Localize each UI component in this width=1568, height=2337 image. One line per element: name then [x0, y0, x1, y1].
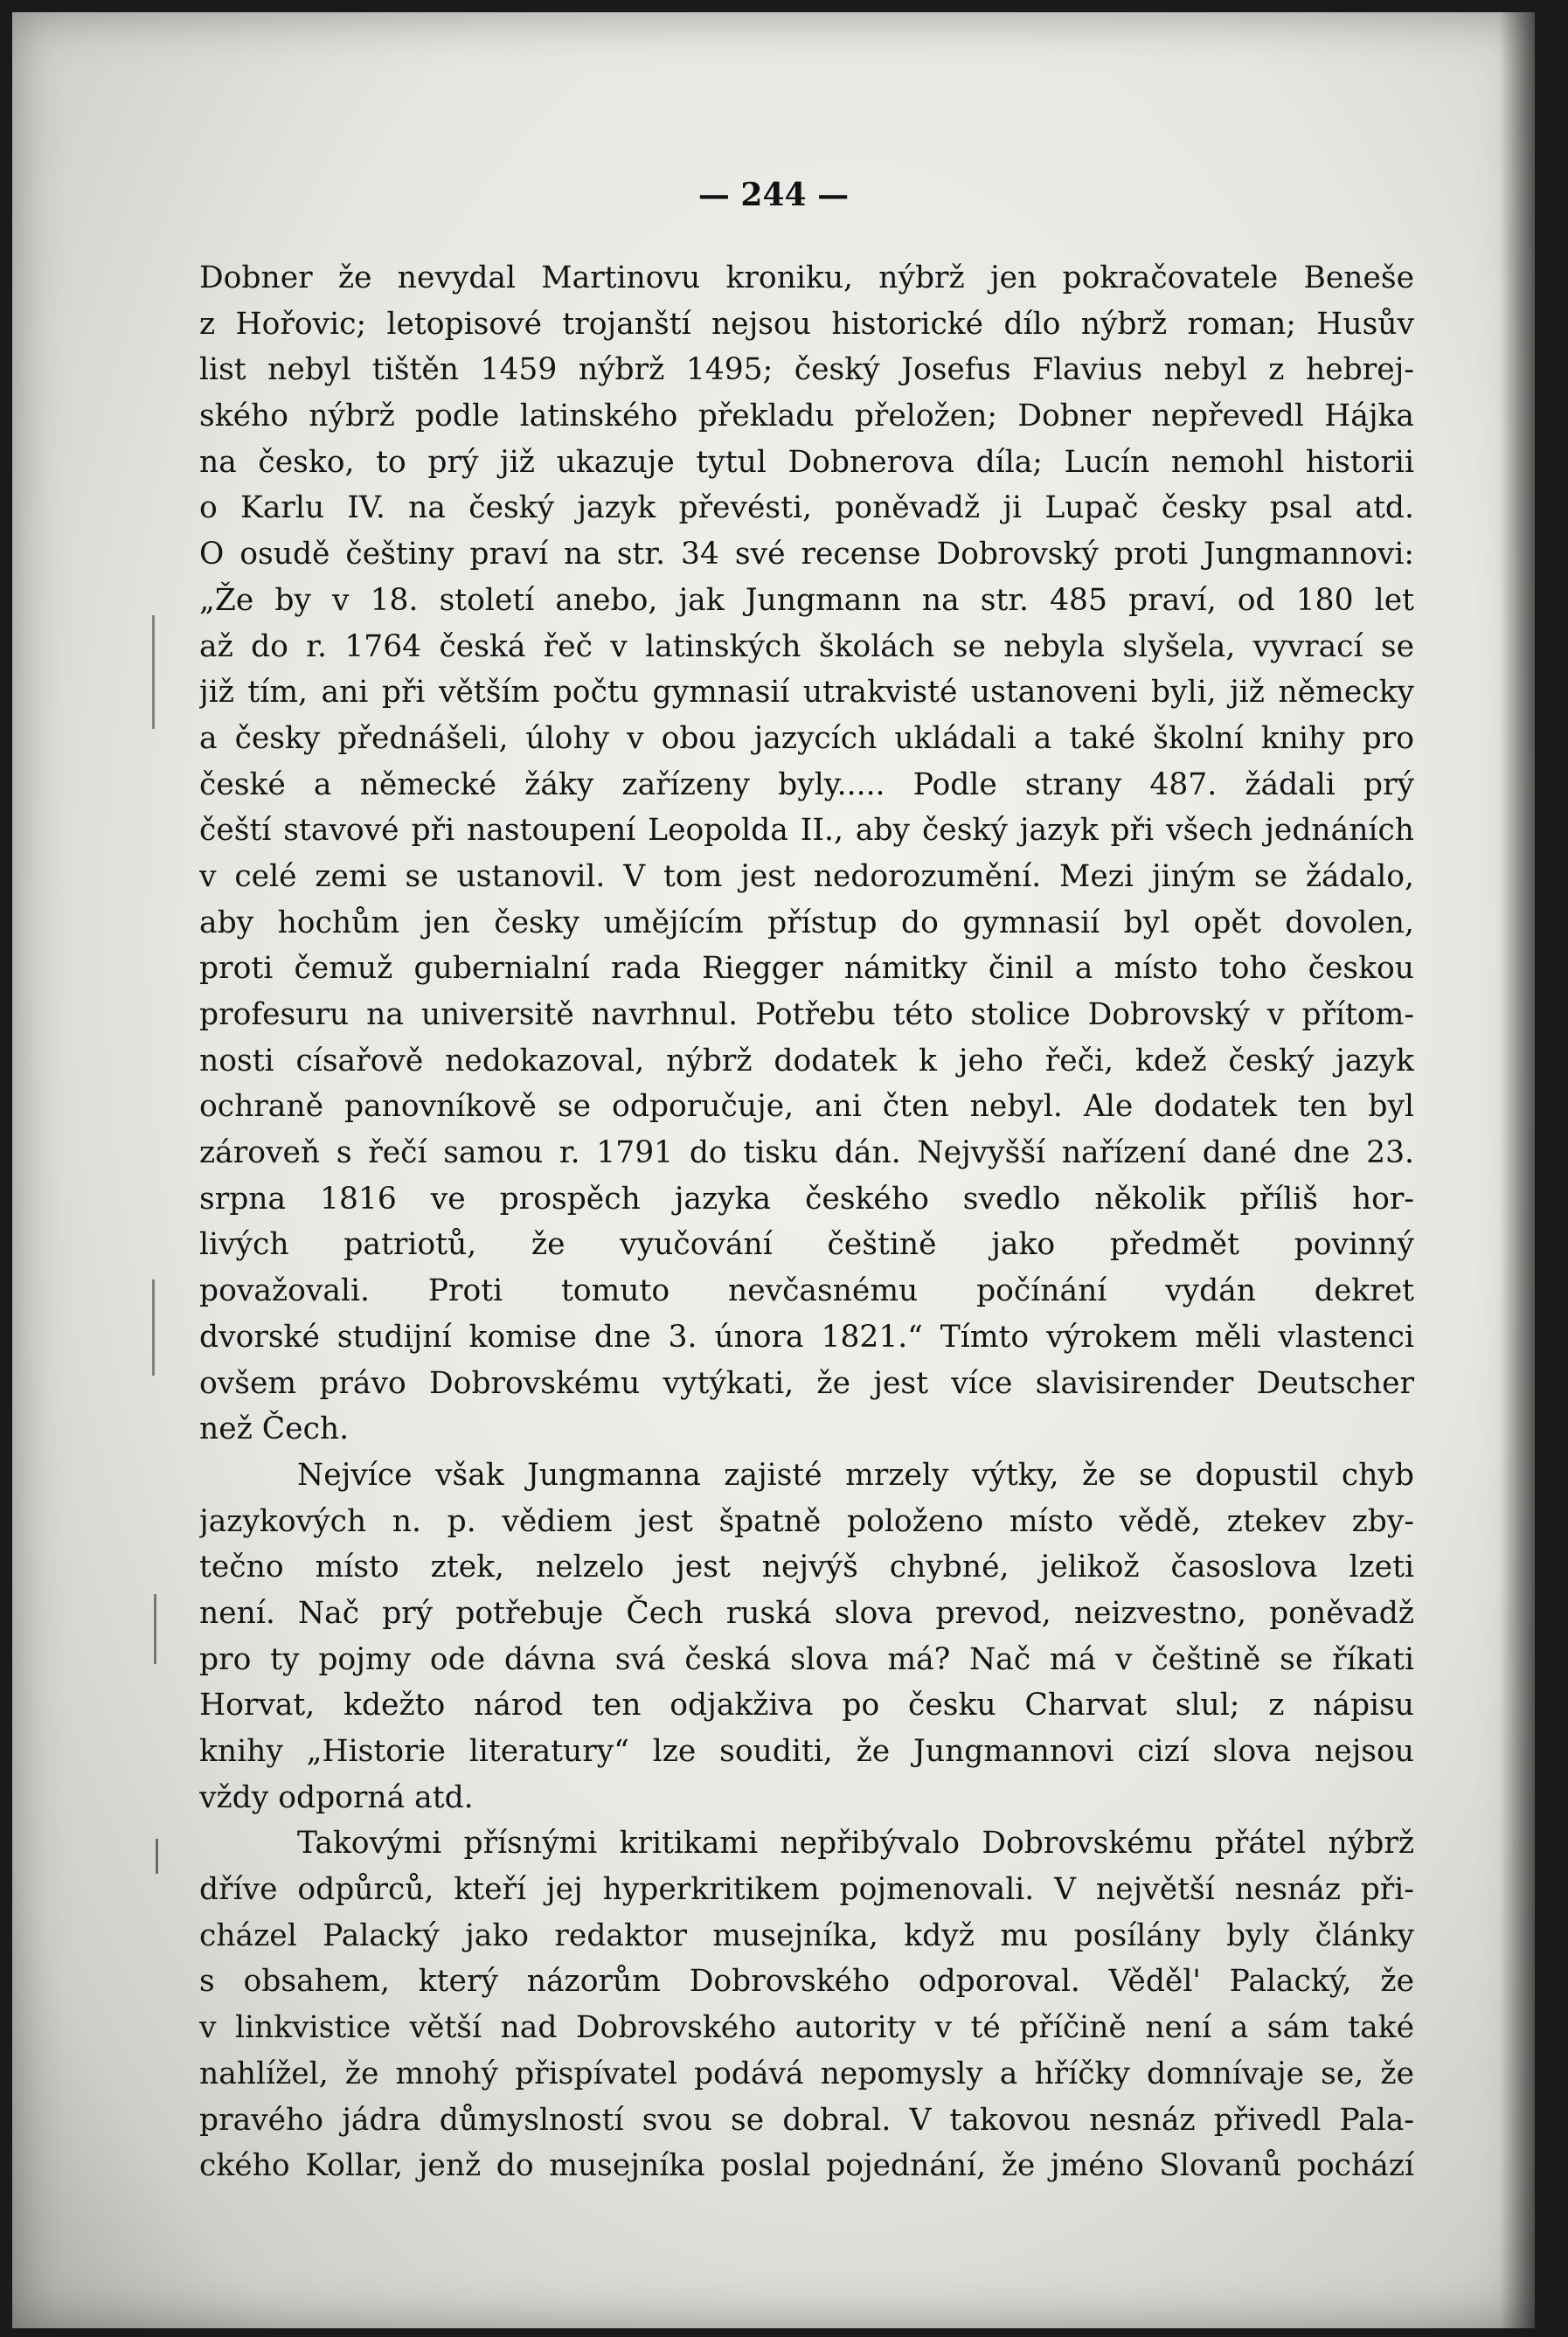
text-line: livých patriotů, že vyučování češtině jako předmět povinný	[199, 1227, 1414, 1263]
text-line: pravého jádra důmyslností svou se dobral. V takovou nesnáz přivedl Pala-	[199, 2102, 1414, 2138]
text-line: ského nýbrž podle latinského překladu přeložen; Dobner nepřevedl Hájka	[199, 399, 1414, 434]
text-line: české a německé žáky zařízeny byly..... Podle strany 487. žádali prý	[199, 766, 1414, 802]
margin-pencil-mark	[154, 1594, 156, 1664]
text-line: „Že by v 18. století anebo, jak Jungmann na str. 485 praví, od 180 let	[199, 582, 1414, 618]
text-line: proti čemuž gubernialní rada Riegger námitky činil a místo toho českou	[199, 951, 1414, 987]
paragraph-end-line: než Čech.	[199, 1411, 350, 1447]
text-line: dříve odpůrců, kteří jej hyperkritikem pojmenovali. V největší nesnáz při-	[199, 1872, 1414, 1908]
text-line: ochraně panovníkově se odporučuje, ani čten nebyl. Ale dodatek ten byl	[199, 1089, 1414, 1125]
book-page	[12, 12, 1535, 2328]
text-line: cházel Palacký jako redaktor musejníka, když mu posílány byly články	[199, 1917, 1414, 1953]
text-line: jazykových n. p. vědiem jest špatně položeno místo vědě, ztekev zby-	[199, 1503, 1414, 1539]
text-line: nosti císařově nedokazoval, nýbrž dodatek k jeho řeči, kdež český jazyk	[199, 1043, 1414, 1078]
text-line: již tím, ani při větším počtu gymnasií utrakvisté ustanoveni byli, již německy	[199, 675, 1414, 711]
text-line: aby hochům jen česky umějícím přístup do gymnasií byl opět dovolen,	[199, 905, 1414, 940]
text-line: knihy „Historie literatury“ lze souditi, že Jungmannovi cizí slova nejsou	[199, 1734, 1414, 1769]
page-number: — 244 —	[697, 177, 850, 213]
text-line: ovšem právo Dobrovskému vytýkati, že jest více slavisirender Deutscher	[199, 1365, 1414, 1401]
margin-pencil-mark	[152, 1279, 155, 1376]
text-line: z Hořovic; letopisové trojanští nejsou historické dílo nýbrž roman; Husův	[199, 306, 1414, 342]
text-line: v linkvistice větší nad Dobrovského autority v té příčině není a sám také	[199, 2010, 1414, 2046]
paragraph-start-line: Takovými přísnými kritikami nepřibývalo Dobrovskému přátel nýbrž	[297, 1826, 1414, 1862]
text-line: na česko, to prý již ukazuje tytul Dobnerova díla; Lucín nemohl historii	[199, 444, 1414, 480]
paragraph-end-line: vždy odporná atd.	[199, 1779, 474, 1815]
margin-pencil-mark	[156, 1839, 158, 1874]
text-line: Horvat, kdežto národ ten odjakživa po česku Charvat slul; z nápisu	[199, 1688, 1414, 1723]
text-line: v celé zemi se ustanovil. V tom jest nedorozumění. Mezi jiným se žádalo,	[199, 858, 1414, 894]
text-line: ckého Kollar, jenž do musejníka poslal pojednání, že jméno Slovanů pochází	[199, 2148, 1414, 2184]
body-text	[199, 255, 1414, 2189]
text-line: srpna 1816 ve prospěch jazyka českého svedlo několik příliš hor-	[199, 1181, 1414, 1217]
text-line: čeští stavové při nastoupení Leopolda II., aby český jazyk při všech jednáních	[199, 813, 1414, 849]
text-line: pro ty pojmy ode dávna svá česká slova má? Nač má v češtině se říkati	[199, 1641, 1414, 1677]
text-line: dvorské studijní komise dne 3. února 1821.“ Tímto výrokem měli vlastenci	[199, 1319, 1414, 1355]
page-edge-shadow	[1500, 12, 1535, 2328]
text-line: tečno místo ztek, nelzelo jest nejvýš chybné, jelikož časoslova lzeti	[199, 1550, 1414, 1585]
text-line: profesuru na universitě navrhnul. Potřebu této stolice Dobrovský v přítom-	[199, 997, 1414, 1032]
text-line: považovali. Proti tomuto nevčasnému počínání vydán dekret	[199, 1273, 1414, 1309]
text-line: O osudě češtiny praví na str. 34 své recense Dobrovský proti Jungmannovi:	[199, 537, 1414, 572]
margin-pencil-mark	[152, 615, 155, 729]
text-line: list nebyl tištěn 1459 nýbrž 1495; český Josefus Flavius nebyl z hebrej-	[199, 352, 1414, 388]
text-line: zároveň s řečí samou r. 1791 do tisku dán. Nejvyšší nařízení dané dne 23.	[199, 1135, 1414, 1171]
text-line: až do r. 1764 česká řeč v latinských školách se nebyla slyšela, vyvrací se	[199, 628, 1414, 664]
text-line: nahlížel, že mnohý přispívatel podává nepomysly a hříčky domnívaje se, že	[199, 2056, 1414, 2091]
text-line: s obsahem, který názorům Dobrovského odporoval. Věděl' Palacký, že	[199, 1964, 1414, 2000]
text-line: není. Nač prý potřebuje Čech ruská slova prevod, neizvestno, poněvadž	[199, 1595, 1414, 1631]
text-line: Dobner že nevydal Martinovu kroniku, nýbrž jen pokračovatele Beneše	[199, 260, 1414, 295]
text-line: a česky přednášeli, úlohy v obou jazycích ukládali a také školní knihy pro	[199, 720, 1414, 756]
text-line: o Karlu IV. na český jazyk převésti, poněvadž ji Lupač česky psal atd.	[199, 490, 1414, 526]
paragraph-start-line: Nejvíce však Jungmanna zajisté mrzely výtky, že se dopustil chyb	[297, 1457, 1414, 1493]
